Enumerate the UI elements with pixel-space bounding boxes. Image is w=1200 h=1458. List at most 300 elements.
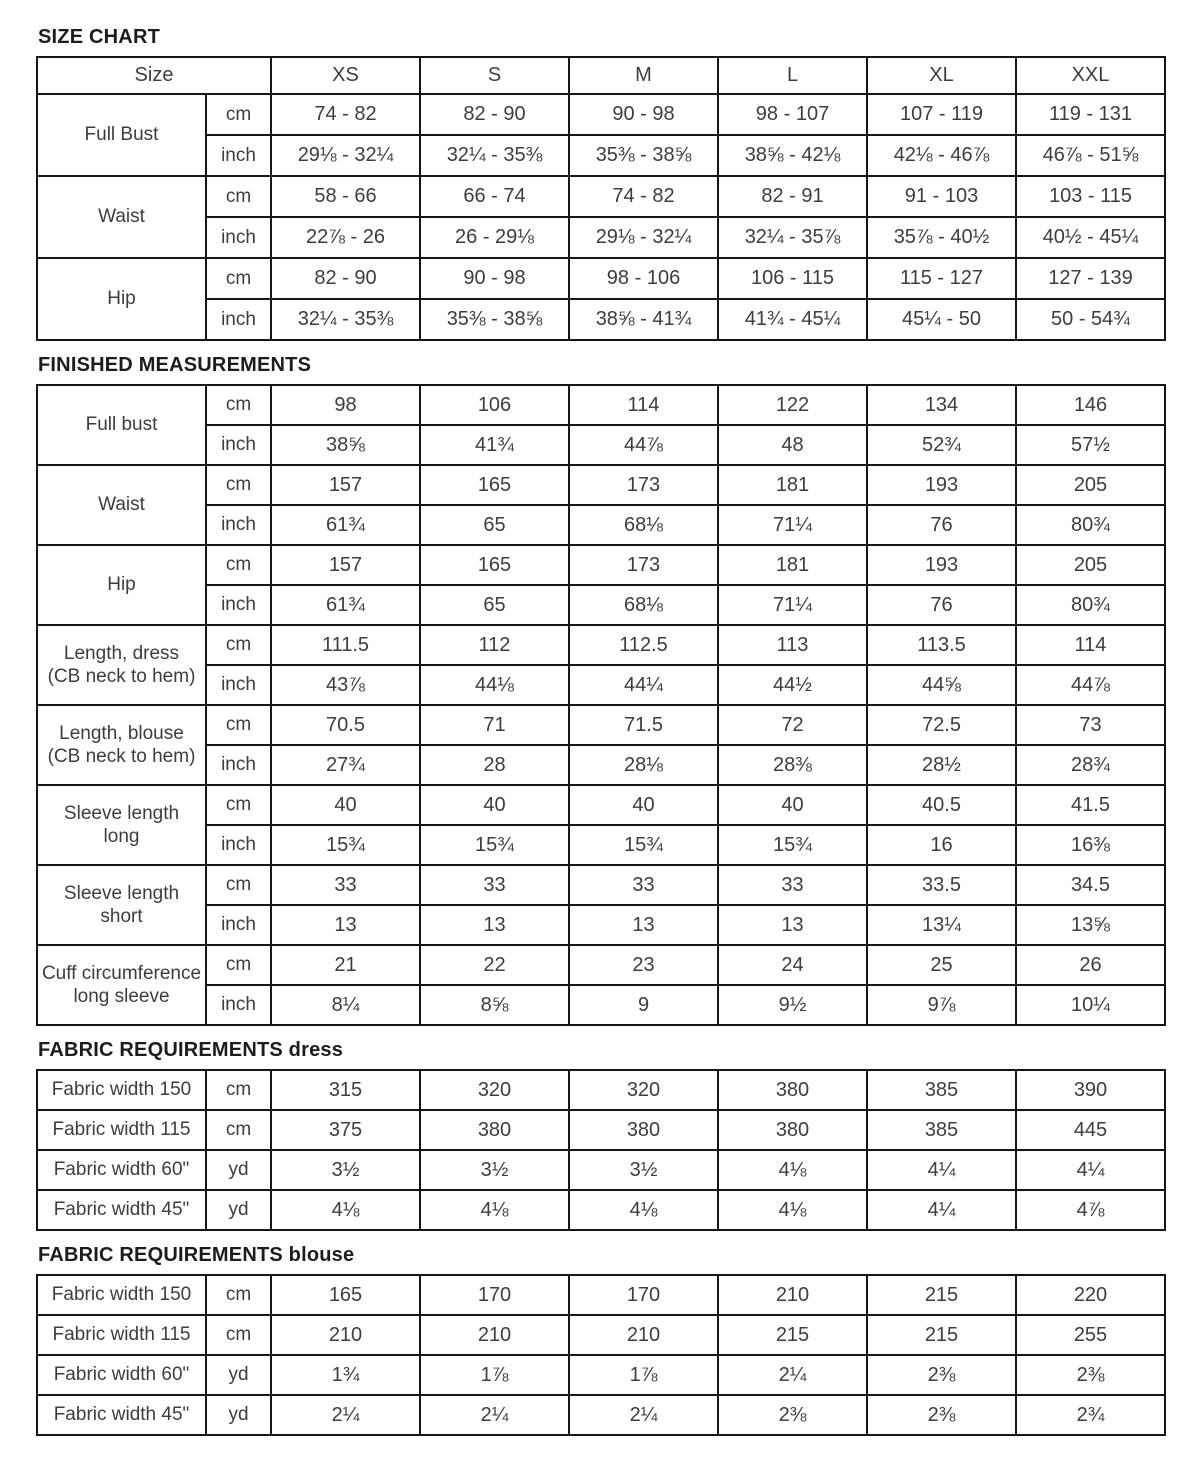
size-column-header-xxl: XXL [1016, 57, 1165, 94]
value-cell: 215 [867, 1275, 1016, 1315]
value-cell: 28¾ [1016, 745, 1165, 785]
value-cell: 1¾ [271, 1355, 420, 1395]
value-cell: 170 [420, 1275, 569, 1315]
row-label-text: Fabric width 45" [53, 1404, 190, 1426]
value-cell: 44⅞ [569, 425, 718, 465]
row-label-cell [37, 705, 206, 785]
value-cell: 255 [1016, 1315, 1165, 1355]
value-cell: 26 [1016, 945, 1165, 985]
table-row [37, 545, 1165, 585]
value-cell: 41¾ [420, 425, 569, 465]
row-label-text: Fabric width 150 [51, 1284, 192, 1306]
value-cell: 2¼ [271, 1395, 420, 1435]
unit-cell: inch [206, 665, 271, 705]
value-cell: 44⅛ [420, 665, 569, 705]
value-cell: 68⅛ [569, 505, 718, 545]
value-cell: 29⅛ - 32¼ [569, 217, 718, 258]
value-cell: 35⅞ - 40½ [867, 217, 1016, 258]
row-label-text: Sleeve length [63, 882, 180, 904]
size-chart-title: SIZE CHART [38, 26, 160, 48]
value-cell: 4⅛ [420, 1190, 569, 1230]
value-cell: 2⅜ [1016, 1355, 1165, 1395]
value-cell: 71.5 [569, 705, 718, 745]
value-cell: 114 [1016, 625, 1165, 665]
size-header-label: Size [37, 57, 271, 94]
value-cell: 71¼ [718, 585, 867, 625]
table-row [37, 94, 1165, 135]
fabric-requirements-blouse-title: FABRIC REQUIREMENTS blouse [38, 1244, 355, 1266]
row-label-cell [37, 1110, 206, 1150]
value-cell: 91 - 103 [867, 176, 1016, 217]
row-label-cell [37, 1275, 206, 1315]
value-cell: 13¼ [867, 905, 1016, 945]
value-cell: 13⅝ [1016, 905, 1165, 945]
table-row [37, 945, 1165, 985]
table-row [37, 1395, 1165, 1435]
value-cell: 165 [271, 1275, 420, 1315]
row-label-text-line2: long [103, 826, 140, 847]
value-cell: 71¼ [718, 505, 867, 545]
section-size-chart [36, 26, 1165, 341]
table-row [37, 705, 1165, 745]
value-cell: 28½ [867, 745, 1016, 785]
value-cell: 43⅞ [271, 665, 420, 705]
value-cell: 58 - 66 [271, 176, 420, 217]
value-cell: 157 [271, 465, 420, 505]
value-cell: 38⅝ - 41¾ [569, 299, 718, 340]
row-label-cell [37, 1315, 206, 1355]
table-row [37, 625, 1165, 665]
value-cell: 40 [420, 785, 569, 825]
value-cell: 8⅝ [420, 985, 569, 1025]
value-cell: 80¾ [1016, 585, 1165, 625]
size-column-header-l: L [718, 57, 867, 94]
table-row [37, 985, 1165, 1025]
table-row [37, 1315, 1165, 1355]
value-cell: 8¼ [271, 985, 420, 1025]
unit-cell: cm [206, 94, 271, 135]
value-cell: 320 [420, 1070, 569, 1110]
row-label-text: Fabric width 60" [53, 1364, 190, 1386]
value-cell: 181 [718, 465, 867, 505]
value-cell: 33 [718, 865, 867, 905]
value-cell: 4⅞ [1016, 1190, 1165, 1230]
value-cell: 210 [718, 1275, 867, 1315]
row-label-cell [37, 1150, 206, 1190]
value-cell: 2¼ [420, 1395, 569, 1435]
value-cell: 22⅞ - 26 [271, 217, 420, 258]
row-label-text-line2: (CB neck to hem) [47, 666, 196, 687]
value-cell: 71 [420, 705, 569, 745]
value-cell: 445 [1016, 1110, 1165, 1150]
value-cell: 4⅛ [718, 1190, 867, 1230]
unit-cell: cm [206, 705, 271, 745]
unit-cell: inch [206, 905, 271, 945]
table-row [37, 299, 1165, 340]
value-cell: 173 [569, 545, 718, 585]
value-cell: 2⅜ [718, 1395, 867, 1435]
row-label-text: Waist [98, 494, 145, 516]
value-cell: 380 [718, 1070, 867, 1110]
unit-cell: cm [206, 1315, 271, 1355]
value-cell: 40½ - 45¼ [1016, 217, 1165, 258]
value-cell: 210 [271, 1315, 420, 1355]
value-cell: 40 [718, 785, 867, 825]
fabric-requirements-blouse-table [36, 1274, 1166, 1436]
value-cell: 98 [271, 385, 420, 425]
row-label-text: Fabric width 60" [53, 1159, 190, 1181]
table-row [37, 665, 1165, 705]
value-cell: 28⅛ [569, 745, 718, 785]
value-cell: 134 [867, 385, 1016, 425]
table-row [37, 825, 1165, 865]
value-cell: 210 [569, 1315, 718, 1355]
value-cell: 44⅝ [867, 665, 1016, 705]
value-cell: 33 [569, 865, 718, 905]
value-cell: 74 - 82 [271, 94, 420, 135]
row-label-cell [37, 94, 206, 176]
value-cell: 3½ [569, 1150, 718, 1190]
value-cell: 1⅞ [569, 1355, 718, 1395]
value-cell: 16⅜ [1016, 825, 1165, 865]
value-cell: 61¾ [271, 585, 420, 625]
value-cell: 38⅝ - 42⅛ [718, 135, 867, 176]
value-cell: 9 [569, 985, 718, 1025]
unit-cell: yd [206, 1190, 271, 1230]
value-cell: 111.5 [271, 625, 420, 665]
value-cell: 165 [420, 465, 569, 505]
table-row [37, 1275, 1165, 1315]
size-column-header-xl: XL [867, 57, 1016, 94]
value-cell: 380 [718, 1110, 867, 1150]
value-cell: 106 - 115 [718, 258, 867, 299]
unit-cell: yd [206, 1355, 271, 1395]
value-cell: 380 [420, 1110, 569, 1150]
row-label-cell [37, 785, 206, 865]
value-cell: 320 [569, 1070, 718, 1110]
row-label-text: Hip [107, 574, 136, 596]
table-row [37, 176, 1165, 217]
row-label-text: Length, blouse [59, 722, 184, 744]
size-chart-table [36, 56, 1166, 341]
value-cell: 45¼ - 50 [867, 299, 1016, 340]
value-cell: 38⅝ [271, 425, 420, 465]
value-cell: 13 [271, 905, 420, 945]
row-label-text-line2: short [100, 906, 143, 927]
value-cell: 146 [1016, 385, 1165, 425]
row-label-text: Sleeve length [63, 802, 180, 824]
table-row [37, 1150, 1165, 1190]
value-cell: 106 [420, 385, 569, 425]
section-fabric-requirements-blouse [36, 1244, 1165, 1436]
table-row [37, 585, 1165, 625]
value-cell: 13 [569, 905, 718, 945]
unit-cell: cm [206, 785, 271, 825]
value-cell: 29⅛ - 32¼ [271, 135, 420, 176]
unit-cell: yd [206, 1150, 271, 1190]
value-cell: 24 [718, 945, 867, 985]
value-cell: 114 [569, 385, 718, 425]
finished-measurements-title: FINISHED MEASUREMENTS [38, 354, 312, 376]
value-cell: 82 - 90 [271, 258, 420, 299]
value-cell: 50 - 54¾ [1016, 299, 1165, 340]
value-cell: 9⅞ [867, 985, 1016, 1025]
value-cell: 127 - 139 [1016, 258, 1165, 299]
value-cell: 4⅛ [569, 1190, 718, 1230]
value-cell: 33 [271, 865, 420, 905]
unit-cell: cm [206, 625, 271, 665]
value-cell: 4⅛ [718, 1150, 867, 1190]
value-cell: 44½ [718, 665, 867, 705]
unit-cell: inch [206, 585, 271, 625]
fabric-requirements-dress-table [36, 1069, 1166, 1231]
unit-cell: inch [206, 217, 271, 258]
value-cell: 68⅛ [569, 585, 718, 625]
value-cell: 390 [1016, 1070, 1165, 1110]
value-cell: 40 [569, 785, 718, 825]
table-row [37, 745, 1165, 785]
unit-cell: inch [206, 745, 271, 785]
value-cell: 44⅞ [1016, 665, 1165, 705]
value-cell: 103 - 115 [1016, 176, 1165, 217]
value-cell: 98 - 106 [569, 258, 718, 299]
section-finished-measurements [36, 354, 1165, 1026]
value-cell: 122 [718, 385, 867, 425]
table-row [37, 465, 1165, 505]
value-cell: 46⅞ - 51⅝ [1016, 135, 1165, 176]
value-cell: 9½ [718, 985, 867, 1025]
value-cell: 13 [420, 905, 569, 945]
value-cell: 34.5 [1016, 865, 1165, 905]
value-cell: 76 [867, 585, 1016, 625]
value-cell: 65 [420, 585, 569, 625]
value-cell: 375 [271, 1110, 420, 1150]
value-cell: 113 [718, 625, 867, 665]
value-cell: 220 [1016, 1275, 1165, 1315]
unit-cell: cm [206, 385, 271, 425]
value-cell: 13 [718, 905, 867, 945]
value-cell: 82 - 91 [718, 176, 867, 217]
value-cell: 2⅜ [867, 1355, 1016, 1395]
row-label-cell [37, 176, 206, 258]
row-label-cell [37, 865, 206, 945]
value-cell: 22 [420, 945, 569, 985]
row-label-cell [37, 465, 206, 545]
row-label-cell [37, 1070, 206, 1110]
value-cell: 112 [420, 625, 569, 665]
table-row [37, 135, 1165, 176]
value-cell: 42⅛ - 46⅞ [867, 135, 1016, 176]
unit-cell: cm [206, 258, 271, 299]
unit-cell: cm [206, 1070, 271, 1110]
table-row [37, 385, 1165, 425]
unit-cell: inch [206, 505, 271, 545]
value-cell: 65 [420, 505, 569, 545]
value-cell: 3½ [271, 1150, 420, 1190]
value-cell: 41.5 [1016, 785, 1165, 825]
row-label-cell [37, 1190, 206, 1230]
value-cell: 33 [420, 865, 569, 905]
row-label-cell [37, 385, 206, 465]
fabric-requirements-dress-title: FABRIC REQUIREMENTS dress [38, 1039, 344, 1061]
value-cell: 4¼ [867, 1190, 1016, 1230]
row-label-text: Waist [98, 206, 145, 228]
unit-cell: cm [206, 545, 271, 585]
value-cell: 2¼ [569, 1395, 718, 1435]
row-label-text: Full Bust [84, 124, 159, 146]
table-row [37, 1070, 1165, 1110]
row-label-text-line2: long sleeve [73, 986, 170, 1007]
value-cell: 44¼ [569, 665, 718, 705]
value-cell: 23 [569, 945, 718, 985]
value-cell: 61¾ [271, 505, 420, 545]
size-header-row [37, 57, 1165, 94]
value-cell: 26 - 29⅛ [420, 217, 569, 258]
value-cell: 66 - 74 [420, 176, 569, 217]
row-label-text: Hip [107, 288, 136, 310]
value-cell: 115 - 127 [867, 258, 1016, 299]
table-row [37, 258, 1165, 299]
unit-cell: cm [206, 465, 271, 505]
value-cell: 80¾ [1016, 505, 1165, 545]
value-cell: 90 - 98 [569, 94, 718, 135]
row-label-text: Fabric width 115 [52, 1324, 191, 1346]
table-row [37, 905, 1165, 945]
value-cell: 21 [271, 945, 420, 985]
value-cell: 98 - 107 [718, 94, 867, 135]
value-cell: 76 [867, 505, 1016, 545]
value-cell: 40 [271, 785, 420, 825]
size-column-header-m: M [569, 57, 718, 94]
value-cell: 2¾ [1016, 1395, 1165, 1435]
value-cell: 70.5 [271, 705, 420, 745]
value-cell: 385 [867, 1070, 1016, 1110]
value-cell: 4¼ [1016, 1150, 1165, 1190]
row-label-text: Fabric width 45" [53, 1199, 190, 1221]
unit-cell: cm [206, 1275, 271, 1315]
row-label-text-line2: (CB neck to hem) [47, 746, 196, 767]
value-cell: 72.5 [867, 705, 1016, 745]
unit-cell: yd [206, 1395, 271, 1435]
value-cell: 193 [867, 465, 1016, 505]
table-row [37, 217, 1165, 258]
value-cell: 82 - 90 [420, 94, 569, 135]
table-row [37, 1355, 1165, 1395]
value-cell: 173 [569, 465, 718, 505]
value-cell: 215 [867, 1315, 1016, 1355]
table-row [37, 505, 1165, 545]
unit-cell: cm [206, 865, 271, 905]
table-row [37, 785, 1165, 825]
value-cell: 157 [271, 545, 420, 585]
value-cell: 205 [1016, 465, 1165, 505]
value-cell: 32¼ - 35⅞ [718, 217, 867, 258]
value-cell: 119 - 131 [1016, 94, 1165, 135]
value-cell: 57½ [1016, 425, 1165, 465]
value-cell: 40.5 [867, 785, 1016, 825]
table-row [37, 1110, 1165, 1150]
value-cell: 1⅞ [420, 1355, 569, 1395]
section-fabric-requirements-dress [36, 1039, 1165, 1231]
unit-cell: inch [206, 299, 271, 340]
value-cell: 33.5 [867, 865, 1016, 905]
value-cell: 385 [867, 1110, 1016, 1150]
unit-cell: inch [206, 985, 271, 1025]
unit-cell: cm [206, 176, 271, 217]
value-cell: 205 [1016, 545, 1165, 585]
row-label-text: Fabric width 115 [52, 1119, 191, 1141]
value-cell: 112.5 [569, 625, 718, 665]
value-cell: 10¼ [1016, 985, 1165, 1025]
value-cell: 28⅜ [718, 745, 867, 785]
value-cell: 90 - 98 [420, 258, 569, 299]
row-label-cell [37, 258, 206, 340]
value-cell: 181 [718, 545, 867, 585]
table-row [37, 425, 1165, 465]
unit-cell: inch [206, 825, 271, 865]
value-cell: 4¼ [867, 1150, 1016, 1190]
row-label-text: Length, dress [63, 642, 180, 664]
value-cell: 48 [718, 425, 867, 465]
value-cell: 28 [420, 745, 569, 785]
value-cell: 165 [420, 545, 569, 585]
value-cell: 25 [867, 945, 1016, 985]
value-cell: 380 [569, 1110, 718, 1150]
value-cell: 72 [718, 705, 867, 745]
row-label-cell [37, 1355, 206, 1395]
value-cell: 2⅜ [867, 1395, 1016, 1435]
size-column-header-s: S [420, 57, 569, 94]
value-cell: 15¾ [569, 825, 718, 865]
row-label-cell [37, 625, 206, 705]
value-cell: 113.5 [867, 625, 1016, 665]
table-row [37, 1190, 1165, 1230]
row-label-cell [37, 1395, 206, 1435]
value-cell: 107 - 119 [867, 94, 1016, 135]
value-cell: 74 - 82 [569, 176, 718, 217]
row-label-cell [37, 945, 206, 1025]
value-cell: 170 [569, 1275, 718, 1315]
row-label-text: Full bust [85, 414, 158, 436]
value-cell: 215 [718, 1315, 867, 1355]
value-cell: 4⅛ [271, 1190, 420, 1230]
value-cell: 315 [271, 1070, 420, 1110]
row-label-text: Cuff circumference [41, 962, 202, 984]
value-cell: 3½ [420, 1150, 569, 1190]
value-cell: 2¼ [718, 1355, 867, 1395]
value-cell: 73 [1016, 705, 1165, 745]
value-cell: 193 [867, 545, 1016, 585]
value-cell: 15¾ [718, 825, 867, 865]
row-label-cell [37, 545, 206, 625]
value-cell: 35⅜ - 38⅝ [420, 299, 569, 340]
value-cell: 16 [867, 825, 1016, 865]
value-cell: 210 [420, 1315, 569, 1355]
value-cell: 52¾ [867, 425, 1016, 465]
unit-cell: cm [206, 1110, 271, 1150]
row-label-text: Fabric width 150 [51, 1079, 192, 1101]
unit-cell: cm [206, 945, 271, 985]
size-column-header-xs: XS [271, 57, 420, 94]
value-cell: 41¾ - 45¼ [718, 299, 867, 340]
value-cell: 27¾ [271, 745, 420, 785]
value-cell: 15¾ [271, 825, 420, 865]
unit-cell: inch [206, 135, 271, 176]
value-cell: 35⅜ - 38⅝ [569, 135, 718, 176]
value-cell: 32¼ - 35⅜ [271, 299, 420, 340]
unit-cell: inch [206, 425, 271, 465]
value-cell: 32¼ - 35⅜ [420, 135, 569, 176]
